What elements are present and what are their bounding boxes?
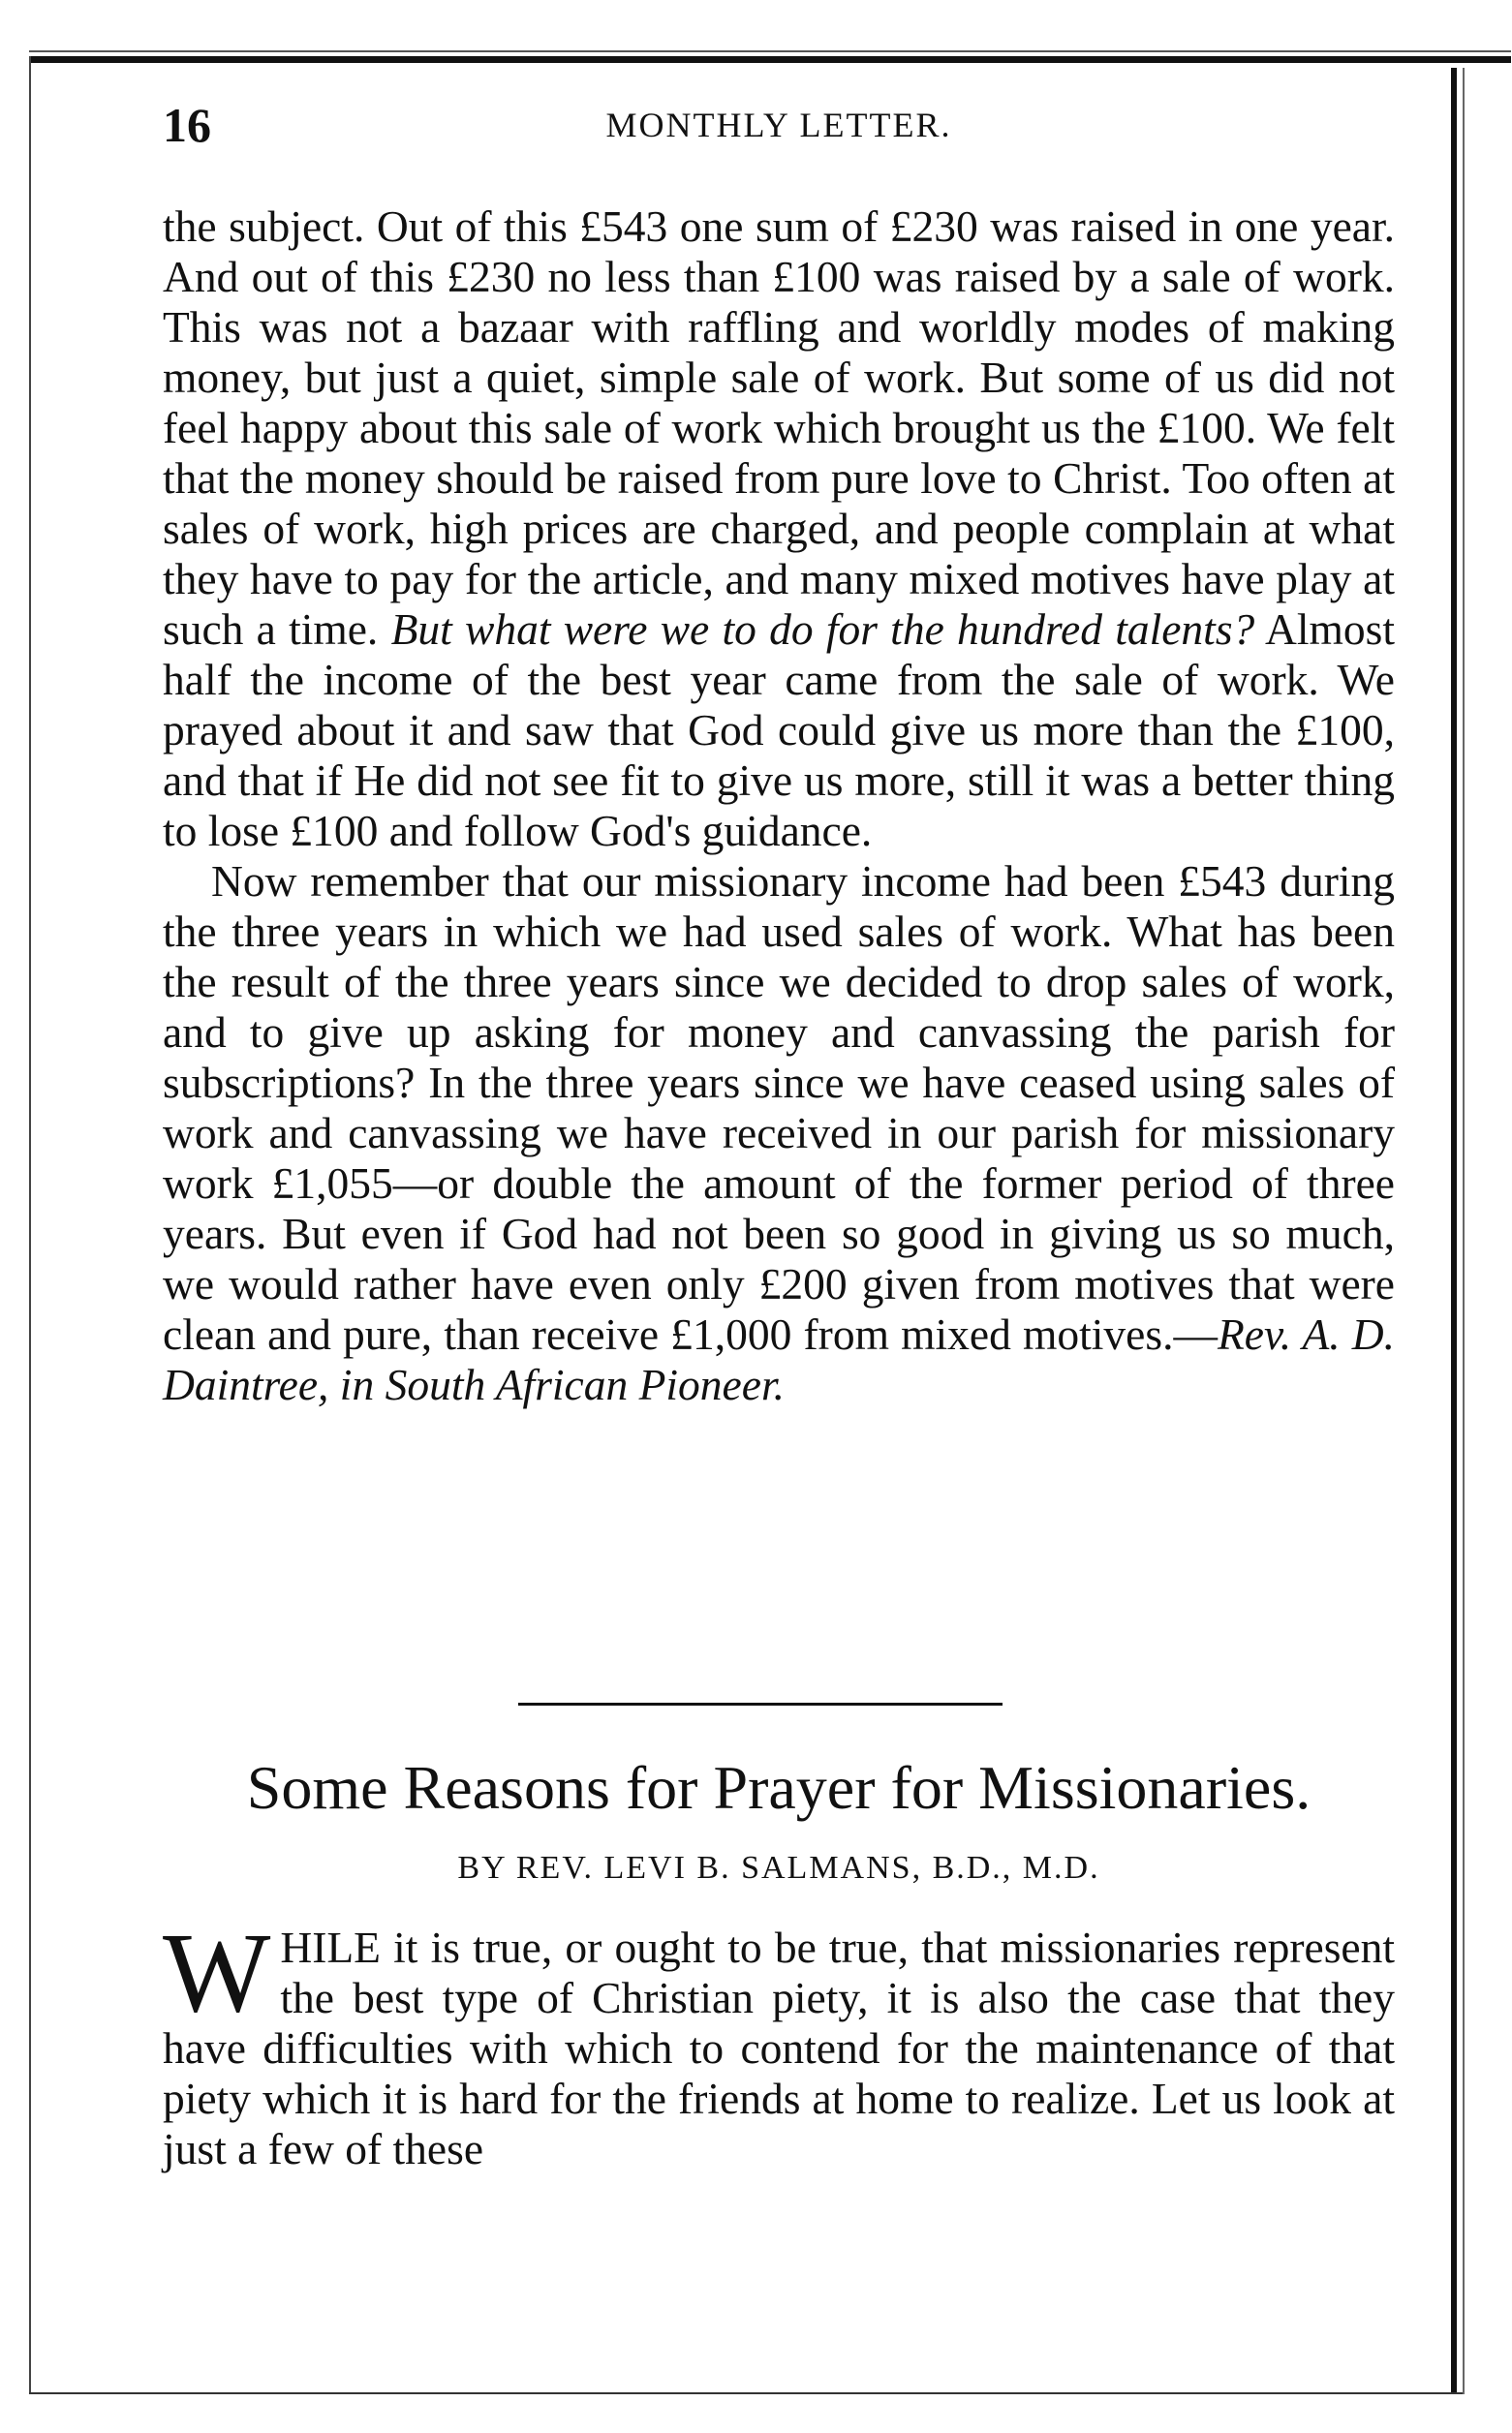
top-border-thin: [29, 50, 1511, 52]
article-byline: BY REV. LEVI B. SALMANS, B.D., M.D.: [457, 1850, 1100, 1886]
continued-paragraph-2: [163, 856, 1395, 1410]
bottom-border: [29, 2392, 1463, 2394]
attribution: Rev. A. D. Daintree, in South African Pioneer.: [163, 1309, 1395, 1409]
running-head: MONTHLY LETTER.: [605, 106, 952, 144]
continued-article: [163, 201, 1395, 1410]
paragraph-text-end: Almost half the income of the best year came from the sale of work. We prayed about it and saw that God could give us more than the £100, and that if He did not see fit to give us more, still it was a better thing to lose £100 and follow God's guidance.: [163, 604, 1396, 855]
top-border: [29, 56, 1511, 63]
page-number: 16: [163, 98, 211, 152]
continued-paragraph-1: [163, 201, 1395, 856]
new-article-body: [163, 1909, 1395, 2174]
page-header: [163, 97, 1395, 155]
article-paragraph-1: HILE it is true, or ought to be true, that missionaries represent the best type of Christian piety, it is also the case that they have difficulties with which to contend for the maintenance of that piety which it is hard for the friends at home to realize. Let us look at just a few of these: [163, 1923, 1395, 2173]
paragraph-text: the subject. Out of this £543 one sum of £230 was raised in one year. And out of this £230 no less than £100 was raised by a sale of work. This was not a bazaar with raffling and worldly modes of making money, but just a quiet, simple sale of work. But some of us did not feel happy about this sale of work which brought us the £100. We felt that the money should be raised from pure love to Christ. Too often at sales of work, high prices are charged, and people complain at what they have to pay for the article, and many mixed motives have play at such a time.: [163, 201, 1395, 654]
section-separator: [518, 1703, 1003, 1706]
left-border: [29, 56, 31, 2394]
italic-question: But what were we to do for the hundred talents?: [390, 604, 1255, 654]
right-border-thin: [1463, 68, 1465, 2394]
paragraph-text: Now remember that our missionary income had been £543 during the three years in which we had used sales of work. What has been the result of the three years since we decided to drop sales of work, and to give up asking for money and canvassing the parish for subscriptions? In the three years since we have ceased using sales of work and canvassing we have received in our parish for missionary work £1,055—or double the amount of the former period of three years. But even if God had not been so good in giving us so much, we would rather have even only £200 given from motives that were clean and pure, than receive £1,000 from mixed motives.—: [163, 856, 1395, 1359]
right-border: [1451, 68, 1457, 2394]
drop-cap: W: [163, 1909, 271, 2036]
article-title: Some Reasons for Prayer for Missionaries.: [246, 1753, 1311, 1822]
